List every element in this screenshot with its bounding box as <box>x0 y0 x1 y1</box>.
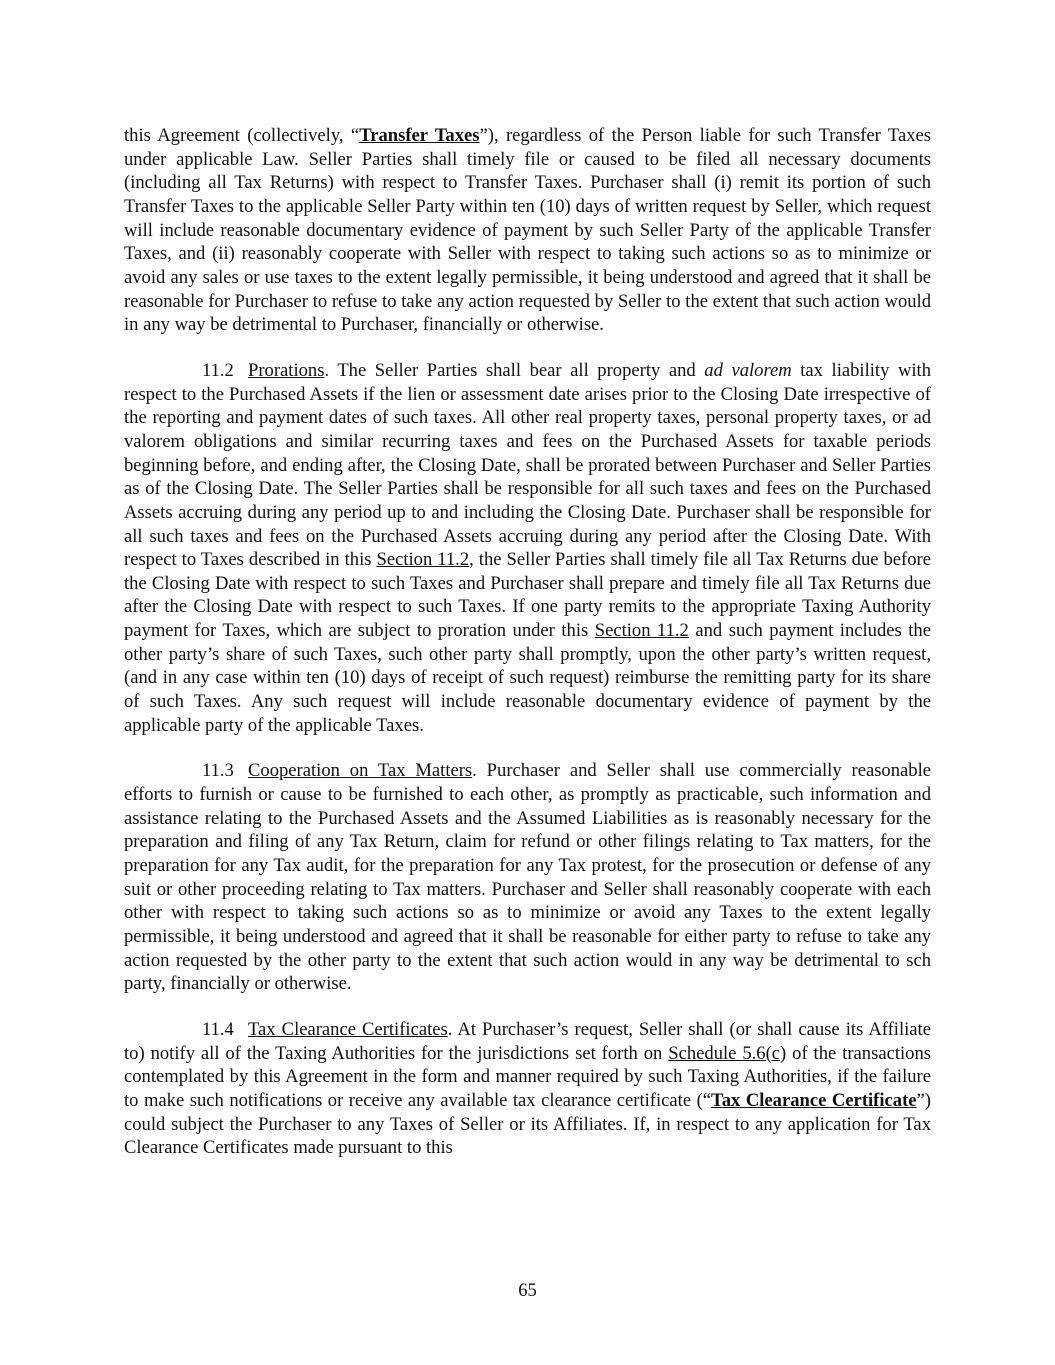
section-reference-link[interactable]: Section 11.2 <box>376 549 470 571</box>
defined-term-transfer-taxes: Transfer Taxes <box>359 125 480 146</box>
paragraph-text: ”) could subject the Purchaser to any Taxes of Seller or its Affiliates. If, in respect to any application for Tax Clearance Certificates made pursuant to this <box>124 1089 931 1159</box>
paragraph-text: . The Seller Parties shall bear all property and <box>324 359 705 381</box>
paragraph-text: , the Seller Parties shall timely file all Tax Returns due before the Closing Date with respect to such Taxes and Purchaser shall prepare and timely file all Tax Returns due after the Closing Date with respect to such Taxes. If one party remits to the appropriate Taxing Authority payment for Taxes, which are subject to proration under this <box>124 549 931 642</box>
paragraph-text: this Agreement (collectively, “ <box>124 125 360 146</box>
paragraph-text: . At Purchaser’s request, Seller shall (or shall cause its Affiliate to) notify all of the Taxing Authorities for the jurisdictions set forth on <box>124 1018 931 1064</box>
document-page <box>124 124 931 1182</box>
section-11-3-paragraph <box>124 759 931 996</box>
section-number: 11.2 <box>202 359 234 381</box>
paragraph-text: and such payment includes the other party’s share of such Taxes, such other party shall promptly, upon the other party’s written request, (and in any case within ten (10) days of receipt of such request) reimburse the remitting party for its share of such Taxes. Any such request will include reasonable documentary evidence of payment by the applicable party of the applicable Taxes. <box>124 620 931 736</box>
page-number: 65 <box>518 1280 537 1301</box>
section-number: 11.4 <box>202 1018 234 1040</box>
transfer-taxes-continuation-paragraph <box>124 124 931 337</box>
section-heading-prorations: Prorations <box>248 359 325 381</box>
schedule-reference-link[interactable]: Schedule 5.6(c) <box>668 1042 787 1064</box>
section-heading-cooperation: Cooperation on Tax Matters <box>248 760 473 782</box>
section-11-2-paragraph <box>124 359 931 738</box>
section-11-4-paragraph <box>124 1018 931 1160</box>
section-reference-link[interactable]: Section 11.2 <box>594 620 689 642</box>
paragraph-text: of the transactions contemplated by this Agreement in the form and manner required by such Taxing Authorities, if the failure to make such notifications or receive any available tax clearance certificate (“ <box>124 1042 932 1111</box>
section-heading-tax-clearance: Tax Clearance Certificates <box>248 1018 448 1040</box>
paragraph-text: tax liability with respect to the Purchased Assets if the lien or assessment date arises prior to the Closing Date irrespective of the reporting and payment dates of such taxes. All other real property taxes, personal property taxes, or ad valorem obligations and similar recurring taxes and fees on the Purchased Assets for taxable periods beginning before, and ending after, the Closing Date, shall be prorated between Purchaser and Seller Parties as of the Closing Date. The Seller Parties shall be responsible for all such taxes and fees on the Purchased Assets accruing during any period up to and including the Closing Date. Purchaser shall be responsible for all such taxes and fees on the Purchased Assets accruing during any period after the Closing Date. With respect to Taxes described in this <box>124 359 932 571</box>
section-number: 11.3 <box>202 760 234 782</box>
defined-term-tax-clearance-certificate: Tax Clearance Certificate <box>711 1089 917 1111</box>
italic-term: ad valorem <box>704 359 792 381</box>
paragraph-text: ”), regardless of the Person liable for such Transfer Taxes under applicable Law. Seller Parties shall timely file or caused to be filed all necessary documents (including all Tax Returns) with respect to Transfer Taxes. Purchaser shall (i) remit its portion of such Transfer Taxes to the applicable Seller Party within ten (10) days of written request by Seller, which request will include reasonable documentary evidence of payment by such Seller Party of the applicable Transfer Taxes, and (ii) reasonably cooperate with Seller with respect to taking such actions so as to minimize or avoid any sales or use taxes to the extent legally permissible, it being understood and agreed that it shall be reasonable for Purchaser to refuse to take any action requested by Seller to the extent that such action would in any way be detrimental to Purchaser, financially or otherwise. <box>124 125 931 336</box>
paragraph-text: . Purchaser and Seller shall use commercially reasonable efforts to furnish or cause to be furnished to each other, as promptly as practicable, such information and assistance relating to the Purchased Assets and the Assumed Liabilities as is reasonably necessary for the preparation and filing of any Tax Return, claim for refund or other filings relating to Tax matters, for the preparation for any Tax audit, for the preparation for any Tax protest, for the prosecution or defense of any suit or other proceeding relating to Tax matters. Purchaser and Seller shall reasonably cooperate with each other with respect to taking such actions so as to minimize or avoid any Taxes to the extent legally permissible, it being understood and agreed that it shall be reasonable for either party to refuse to take any action requested by the other party to the extent that such action would in any way be detrimental to sch party, financially or otherwise. <box>124 760 931 995</box>
